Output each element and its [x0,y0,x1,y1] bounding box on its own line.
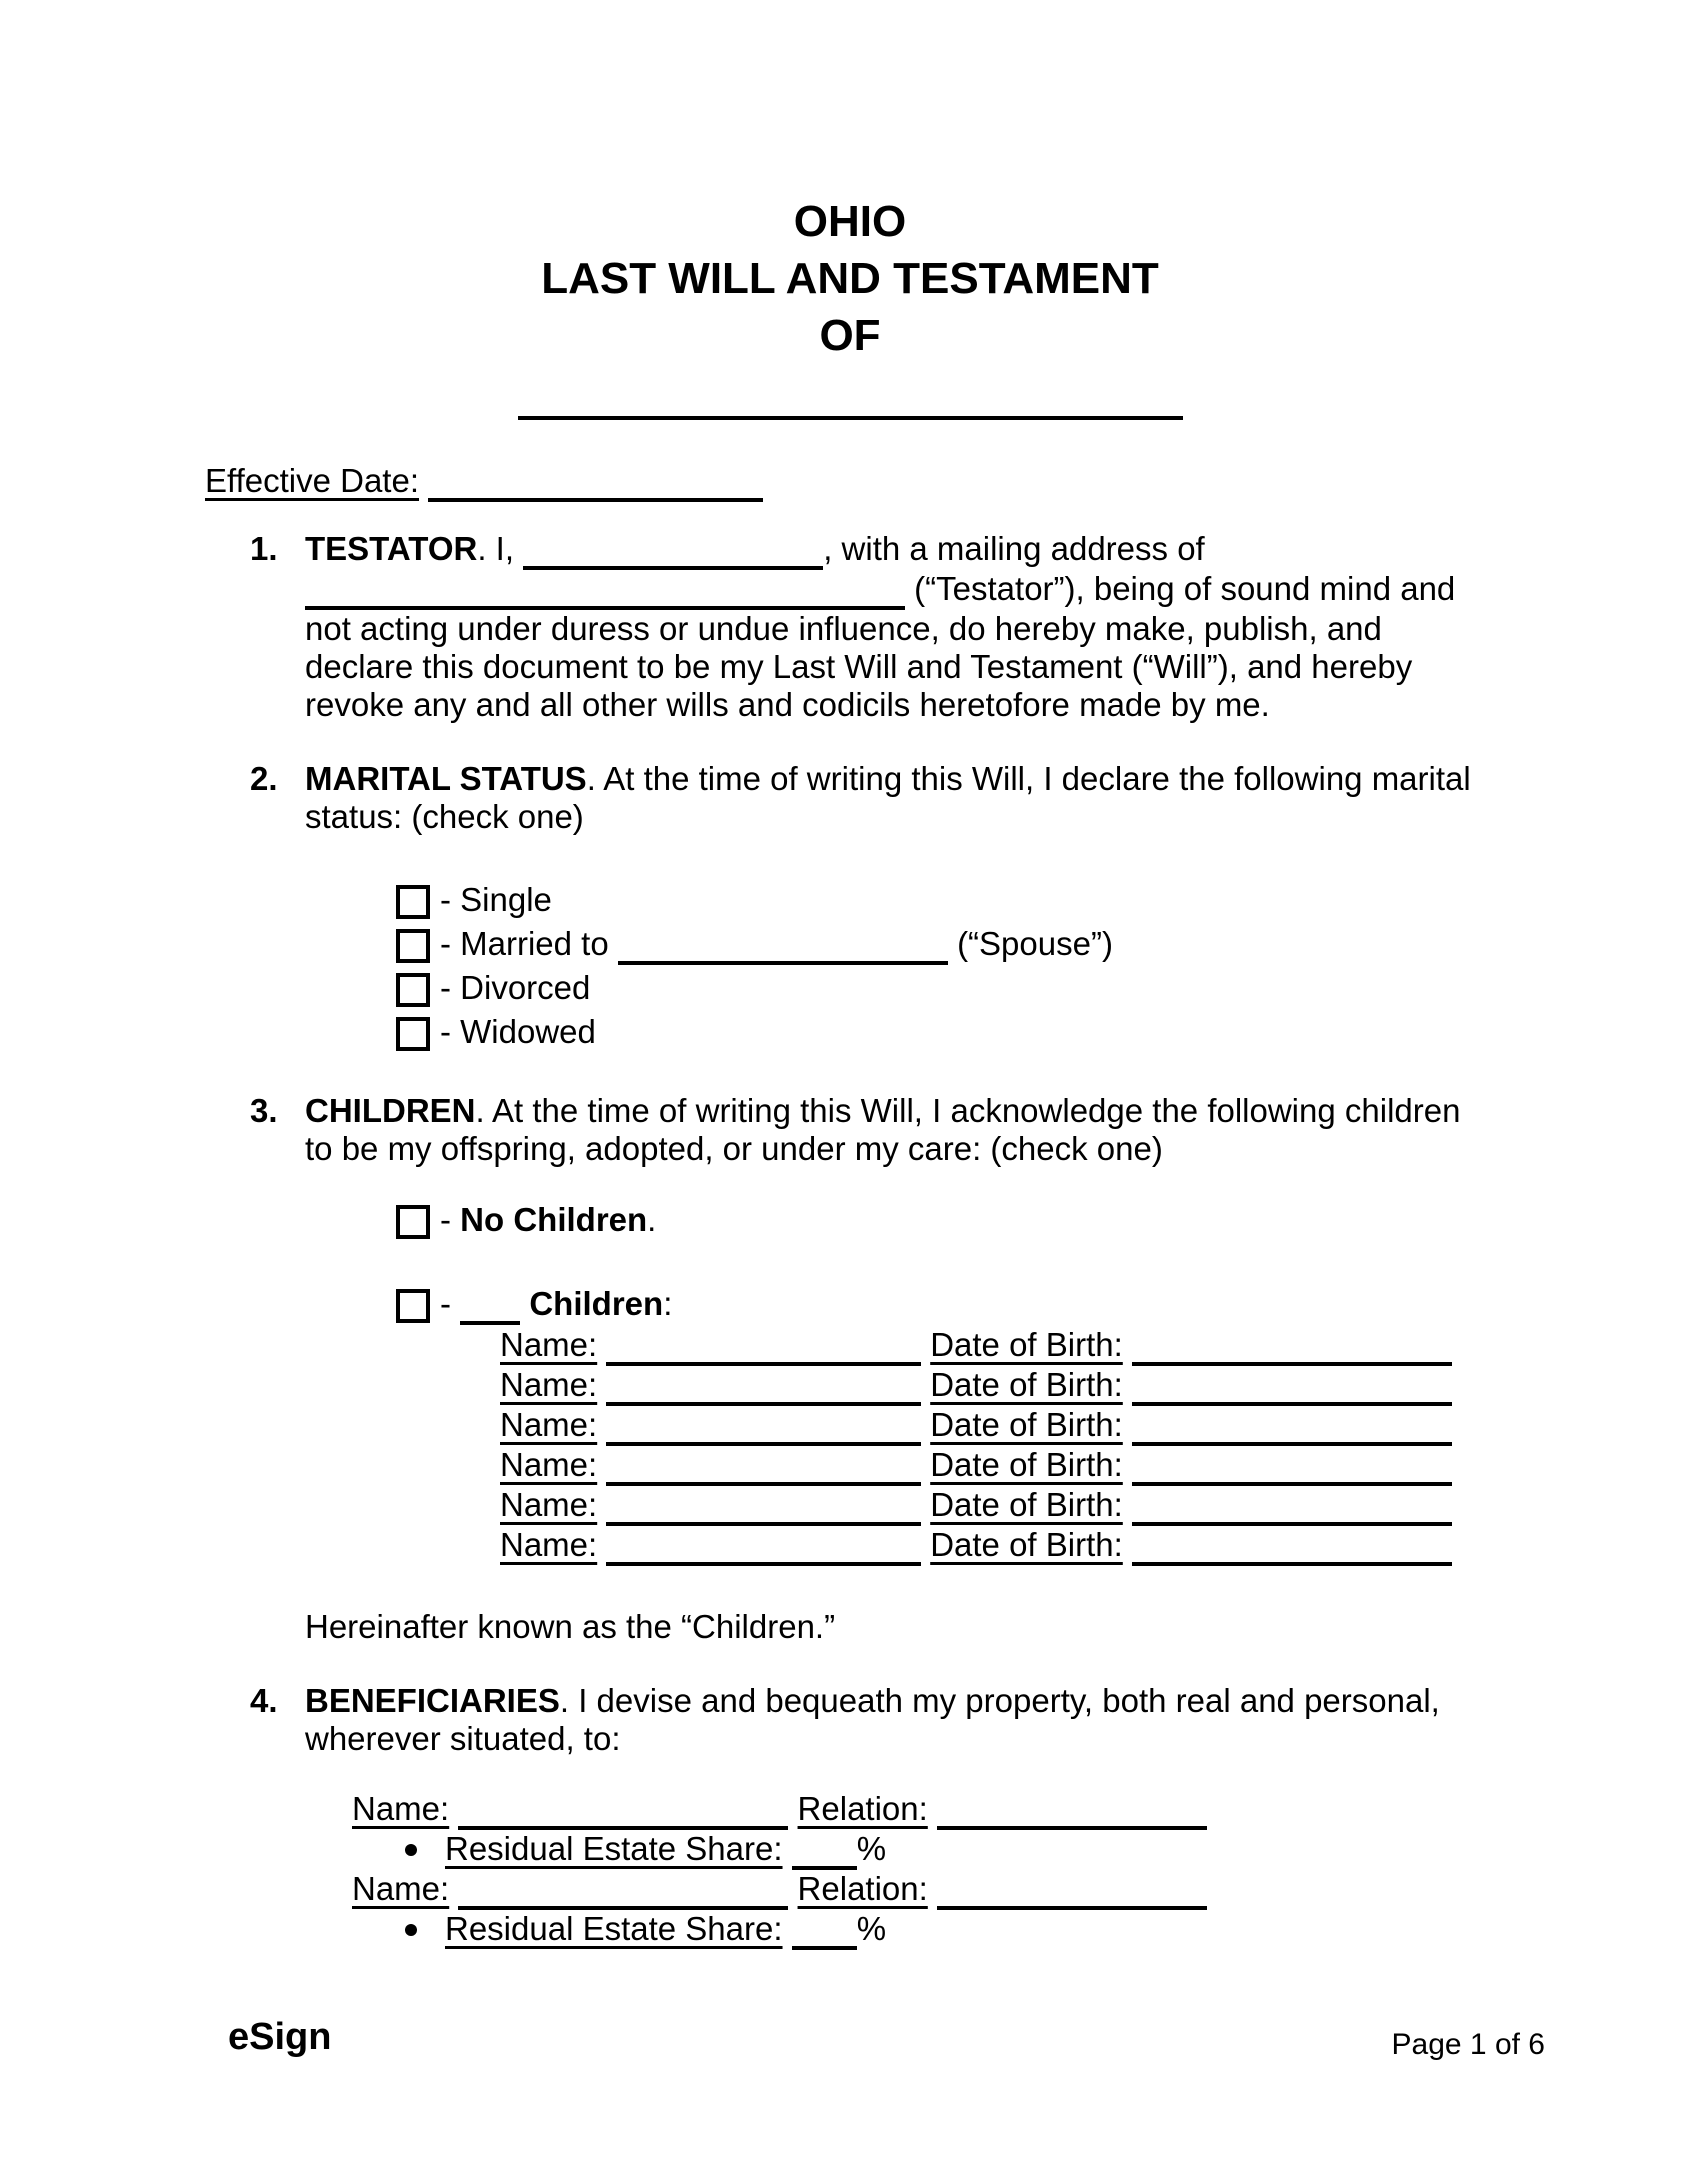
residual-share-blank[interactable] [792,1942,857,1950]
children-list [500,1326,1495,1566]
section-marital-body [305,760,1495,1054]
spouse-suffix-label: (“Spouse”) [957,925,1113,962]
marital-option-widowed [396,1010,1495,1054]
beneficiary-relation-blank[interactable] [937,1902,1207,1910]
beneficiary-relation-blank[interactable] [937,1822,1207,1830]
marital-options [305,878,1495,1054]
children-text: . At the time of writing this Will, I acknowledge the following children to be my offspring, adopted, or under my care: (check one) [305,1092,1461,1167]
child-dob-label: Date of Birth: [930,1486,1123,1523]
child-name-label: Name: [500,1326,598,1363]
section-children-number: 3. [250,1092,278,1129]
child-dob-label: Date of Birth: [930,1366,1123,1403]
no-children-period: . [647,1201,657,1238]
esign-logo: eSign [228,2016,332,2058]
child-name-blank[interactable] [606,1558,921,1566]
beneficiary-row [352,1790,1495,1830]
beneficiary-name-blank[interactable] [458,1822,788,1830]
section-marital [205,760,1495,1054]
children-count-colon: : [663,1285,673,1322]
section-marital-number: 2. [250,760,278,797]
no-children-option [396,1198,1495,1242]
no-children-checkbox[interactable] [396,1205,430,1239]
beneficiary-name-label: Name: [352,1870,450,1907]
section-testator-number: 1. [250,530,278,567]
beneficiary-residual-row [405,1830,1495,1870]
child-dob-label: Date of Birth: [930,1526,1123,1563]
marital-option-single [396,878,1495,922]
child-row [500,1406,1495,1446]
title-of: OF [819,311,881,360]
child-name-label: Name: [500,1366,598,1403]
child-name-blank[interactable] [606,1358,921,1366]
children-count-option [396,1282,1495,1326]
child-name-blank[interactable] [606,1398,921,1406]
effective-date-label: Effective Date: [205,462,420,499]
child-dob-label: Date of Birth: [930,1326,1123,1363]
children-count-dash: - [440,1285,451,1322]
effective-date-row [205,462,1495,502]
child-dob-blank[interactable] [1132,1478,1452,1486]
section-beneficiaries [205,1682,1495,1950]
children-hereinafter-text: Hereinafter known as the “Children.” [305,1608,836,1645]
section-beneficiaries-body [305,1682,1495,1950]
child-name-label: Name: [500,1486,598,1523]
beneficiary-row [352,1870,1495,1910]
testator-address-field[interactable] [305,602,905,610]
residual-share-label: Residual Estate Share: [445,1830,783,1867]
marital-text: . At the time of writing this Will, I declare the following marital status: (check one) [305,760,1471,835]
beneficiaries-list [305,1790,1495,1950]
children-count-blank[interactable] [460,1317,520,1325]
residual-share-label: Residual Estate Share: [445,1910,783,1947]
testator-lead-text: . I, [477,530,515,567]
divorced-checkbox[interactable] [396,973,430,1007]
no-children-dash: - [440,1201,451,1238]
marital-option-married [396,922,1495,966]
percent-sign: % [856,1830,887,1867]
child-row [500,1446,1495,1486]
section-children [205,1092,1495,1646]
child-name-blank[interactable] [606,1438,921,1446]
beneficiaries-text: . I devise and bequeath my property, both real and personal, wherever situated, to: [305,1682,1440,1757]
section-children-heading: CHILDREN [305,1092,476,1129]
residual-share-blank[interactable] [792,1862,857,1870]
beneficiary-name-blank[interactable] [458,1902,788,1910]
child-name-label: Name: [500,1446,598,1483]
beneficiary-relation-label: Relation: [797,1790,928,1827]
child-dob-blank[interactable] [1132,1398,1452,1406]
child-dob-blank[interactable] [1132,1518,1452,1526]
child-dob-label: Date of Birth: [930,1446,1123,1483]
widowed-label: - Widowed [440,1013,596,1050]
single-label: - Single [440,881,552,918]
single-checkbox[interactable] [396,885,430,919]
marital-option-divorced [396,966,1495,1010]
effective-date-blank[interactable] [428,494,763,502]
bullet-icon [405,1924,417,1936]
married-checkbox[interactable] [396,929,430,963]
child-name-label: Name: [500,1406,598,1443]
child-row [500,1526,1495,1566]
percent-sign: % [856,1910,887,1947]
divorced-label: - Divorced [440,969,591,1006]
child-dob-label: Date of Birth: [930,1406,1123,1443]
child-row [500,1326,1495,1366]
no-children-label: No Children [460,1201,648,1238]
child-name-label: Name: [500,1526,598,1563]
testator-tail-text: (“Testator”), being of sound mind and not acting under duress or undue influence, do hereby make, publish, and declare this document to be my Last Will and Testament (“Will”), and hereby revoke any and all other wills and codicils heretofore made by me. [305,570,1456,723]
testator-mid-text: , with a mailing address of [823,530,1205,567]
bullet-icon [405,1844,417,1856]
children-count-label: Children [529,1285,664,1322]
testator-name-title-blank[interactable] [518,414,1183,420]
section-testator-heading: TESTATOR [305,530,478,567]
child-name-blank[interactable] [606,1518,921,1526]
spouse-name-blank[interactable] [618,957,948,965]
child-dob-blank[interactable] [1132,1358,1452,1366]
beneficiary-relation-label: Relation: [797,1870,928,1907]
child-dob-blank[interactable] [1132,1558,1452,1566]
child-row [500,1486,1495,1526]
widowed-checkbox[interactable] [396,1017,430,1051]
testator-name-field[interactable] [523,562,823,570]
child-dob-blank[interactable] [1132,1438,1452,1446]
section-beneficiaries-number: 4. [250,1682,278,1719]
section-beneficiaries-heading: BENEFICIARIES [305,1682,560,1719]
document-title [205,0,1495,364]
title-state: OHIO [793,197,907,246]
title-main: LAST WILL AND TESTAMENT [541,254,1159,303]
child-row [500,1366,1495,1406]
married-label: - Married to [440,925,609,962]
section-marital-heading: MARITAL STATUS [305,760,587,797]
page-number: Page 1 of 6 [1391,2028,1545,2061]
beneficiary-residual-row [405,1910,1495,1950]
section-testator [205,530,1495,724]
beneficiary-name-label: Name: [352,1790,450,1827]
section-children-body [305,1092,1495,1646]
section-testator-body [305,530,1495,724]
children-count-checkbox[interactable] [396,1289,430,1323]
child-name-blank[interactable] [606,1478,921,1486]
